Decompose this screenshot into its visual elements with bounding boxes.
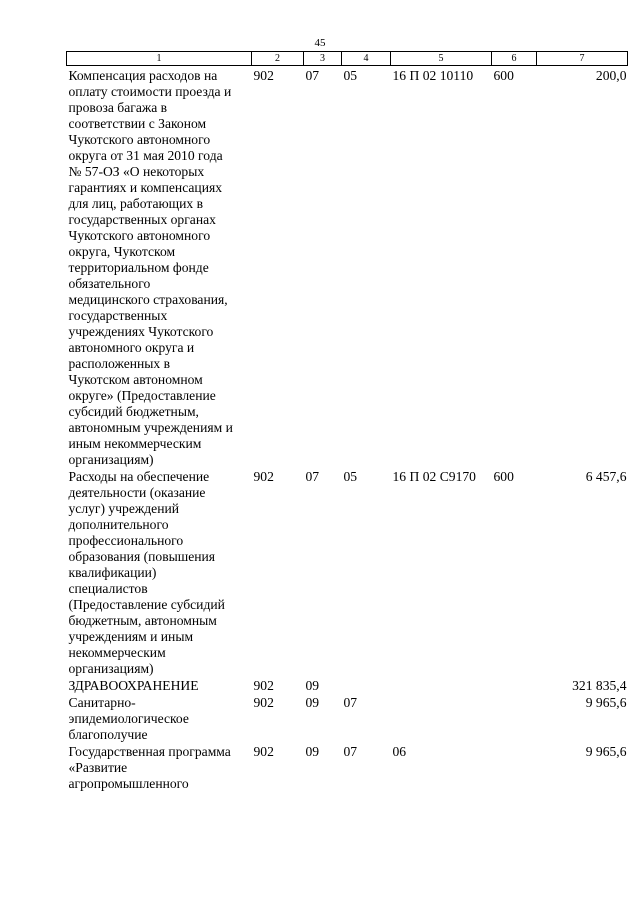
row-section: 09 xyxy=(305,678,320,693)
row-target xyxy=(391,694,492,743)
row-target xyxy=(391,677,492,694)
row-subsection: 05 xyxy=(343,68,358,83)
row-expense-type: 600 xyxy=(493,469,514,484)
table-row xyxy=(67,743,628,792)
column-header-5: 5 xyxy=(391,52,492,66)
row-ministry: 902 xyxy=(253,695,274,710)
row-name: Санитарно- эпидемиологическое благополучие xyxy=(68,695,189,742)
row-subsection xyxy=(342,677,391,694)
row-subsection: 07 xyxy=(343,695,358,710)
table-row xyxy=(67,67,628,468)
row-section: 09 xyxy=(305,695,320,710)
page-number: 45 xyxy=(314,37,326,49)
column-header-7: 7 xyxy=(537,52,628,66)
table-row xyxy=(67,694,628,743)
row-amount: 9 965,6 xyxy=(585,744,627,759)
row-subsection: 05 xyxy=(343,469,358,484)
row-name: Государственная программа «Развитие агропромышленного xyxy=(68,744,231,791)
table-row xyxy=(67,468,628,677)
row-ministry: 902 xyxy=(253,68,274,83)
row-section: 07 xyxy=(305,68,320,83)
row-target: 16 П 02 10110 xyxy=(392,68,474,83)
row-amount: 6 457,6 xyxy=(585,469,627,484)
column-header-1: 1 xyxy=(67,52,252,66)
row-name: Компенсация расходов на оплату стоимости проезда и провоза багажа в соответствии с Законом Чукотского автономного округа от 31 мая 2010 года № 57-ОЗ «О некоторых гарантиях и компенсациях для лиц, работающих в государственных органах Чукотского автономного округа, Чукотском территориальном фонде обязательного медицинского страхования, государственных учреждениях Чукотского автономного округа и расположенных в Чукотском автономном округе» (Предоставление субсидий бюджетным, автономным учреждениям и иным некоммерческим организациям) xyxy=(68,68,233,467)
row-amount: 321 835,4 xyxy=(572,678,627,693)
column-header-3: 3 xyxy=(304,52,342,66)
row-expense-type: 600 xyxy=(493,68,514,83)
header-row xyxy=(67,52,628,66)
row-section: 09 xyxy=(305,744,320,759)
row-section: 07 xyxy=(305,469,320,484)
row-ministry: 902 xyxy=(253,678,274,693)
column-header-4: 4 xyxy=(342,52,391,66)
column-header-2: 2 xyxy=(252,52,304,66)
row-ministry: 902 xyxy=(253,469,274,484)
row-subsection: 07 xyxy=(343,744,358,759)
row-ministry: 902 xyxy=(253,744,274,759)
row-target: 06 xyxy=(392,744,407,759)
row-target: 16 П 02 С9170 xyxy=(392,469,476,484)
column-header-6: 6 xyxy=(492,52,537,66)
row-amount: 200,0 xyxy=(595,68,627,83)
table-body xyxy=(67,66,628,793)
table-header xyxy=(67,52,628,66)
row-expense-type xyxy=(492,694,537,743)
table-row xyxy=(67,677,628,694)
row-expense-type xyxy=(492,677,537,694)
row-name: Расходы на обеспечение деятельности (оказание услуг) учреждений дополнительного профессионального образования (повышения квалификации) специалистов (Предоставление субсидий бюджетным, автономным учреждениям и иным некоммерческим организациям) xyxy=(68,469,225,676)
row-expense-type xyxy=(492,743,537,792)
row-amount: 9 965,6 xyxy=(585,695,627,710)
row-name: ЗДРАВООХРАНЕНИЕ xyxy=(68,678,199,693)
budget-table xyxy=(66,51,628,792)
